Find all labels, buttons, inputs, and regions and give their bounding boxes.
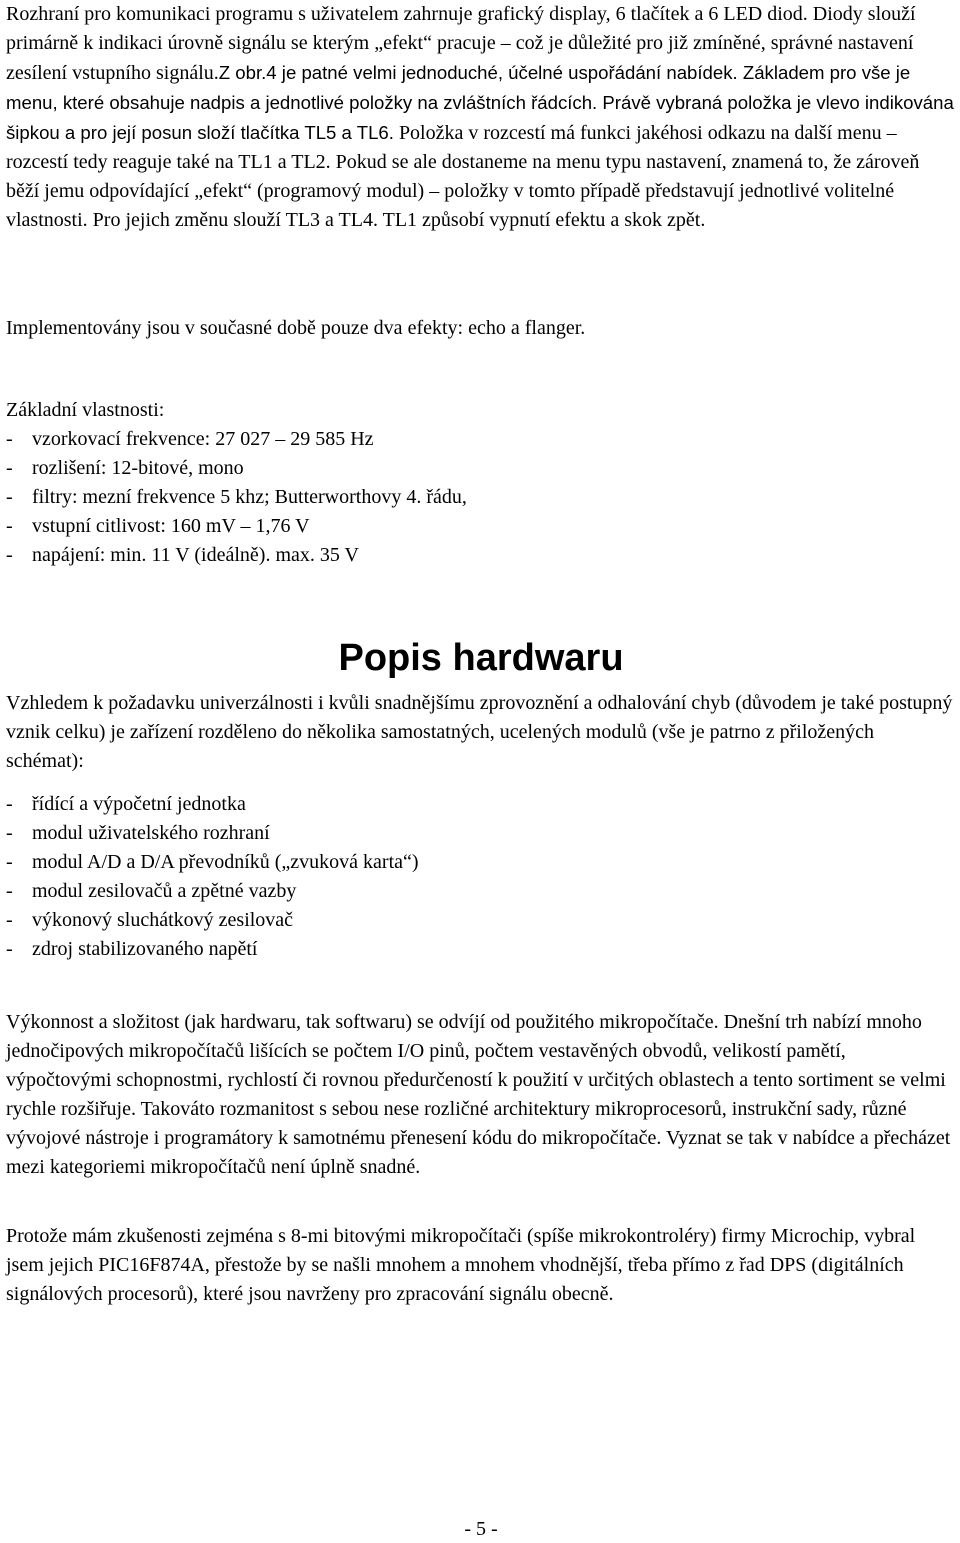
hardware-modules-list (6, 790, 956, 964)
intro-text-part2: Z obr.4 je patné velmi jednoduché, účelné uspořádání nabídek. Základem pro vše je menu, které obsahuje nadpis a jednotlivé položky na zvláštních řádcích. Právě vybraná položka je vlevo indikována šipkou a pro její posun složí tlačítka TL5 a TL6. (6, 62, 954, 143)
list-dash: - (6, 428, 13, 450)
list-dash: - (6, 544, 13, 566)
microcontroller-paragraph: Výkonnost a složitost (jak hardwaru, tak softwaru) se odvíjí od použitého mikropočítače. Dnešní trh nabízí mnoho jednočipových mikropočítačů lišících se počtem I/O pinů, počtem vestavěných obvodů, velikostí pamětí, výpočtovými schopnostmi, rychlostí či rovnou předurčeností k použití v určitých oblastech a tento sortiment se velmi rychle rozšiřuje. Takováto rozmanitost s sebou nese rozličné architektury mikroprocesorů, instrukční sady, různé vývojové nástroje i programátory k samotnému přenesení kódu do mikropočítače. Vyznat se tak v nabídce a přecházet mezi kategoriemi mikropočítačů není úplně snadné. (6, 1011, 951, 1178)
module-item: - výkonový sluchátkový zesilovač (6, 906, 956, 935)
list-dash: - (6, 938, 13, 960)
pic-choice-paragraph: Protože mám zkušenosti zejména s 8-mi bitovými mikropočítači (spíše mikrokontroléry) firmy Microchip, vybral jsem jejich PIC16F874A, přestože by se našli mnohem a mnohem vhodnější, třeba přímo z řad DPS (digitálních signálových procesorů), které jsou navrženy pro zpracování signálu obecně. (6, 1225, 916, 1305)
intro-text-part1: Rozhraní pro komunikaci programu s uživatelem zahrnuje grafický display, 6 tlačítek a 6 LED diod. Diody slouží primárně k indikaci úrovně signálu se kterým „efekt“ pracuje – což je důležité pro již zmíněné, správné nastavení zesílení vstupního signálu. (6, 3, 916, 84)
module-item: - modul A/D a D/A převodníků („zvuková karta“) (6, 848, 956, 877)
module-item: - zdroj stabilizovaného napětí (6, 935, 956, 964)
basic-properties-heading: Základní vlastnosti: (6, 399, 165, 421)
module-item: - modul uživatelského rozhraní (6, 819, 956, 848)
list-dash: - (6, 515, 13, 537)
basic-properties-list (6, 425, 956, 570)
property-item: - filtry: mezní frekvence 5 khz; Butterworthovy 4. řádu, (6, 483, 956, 512)
page-number: - 5 - (464, 1518, 498, 1540)
property-item: - vstupní citlivost: 160 mV – 1,76 V (6, 512, 956, 541)
module-item: - řídící a výpočetní jednotka (6, 790, 956, 819)
intro-paragraph (6, 0, 956, 235)
hardware-intro-paragraph: Vzhledem k požadavku univerzálnosti i kvůli snadnějšímu zprovoznění a odhalování chyb (důvodem je také postupný vznik celku) je zařízení rozděleno do několika samostatných, ucelených modulů (vše je patrno z přiložených schémat): (6, 692, 953, 772)
list-dash: - (6, 880, 13, 902)
list-dash: - (6, 457, 13, 479)
list-dash: - (6, 851, 13, 873)
property-item: - vzorkovací frekvence: 27 027 – 29 585 Hz (6, 425, 956, 454)
list-dash: - (6, 909, 13, 931)
list-dash: - (6, 486, 13, 508)
intro-text-part3: Položka v rozcestí má funkci jakéhosi odkazu na další menu – rozcestí tedy reaguje také na TL1 a TL2. Pokud se ale dostaneme na menu typu nastavení, znamená to, že zároveň běží jemu odpovídající „efekt“ (programový modul) – položky v tomto případě představují jednotlivé volitelné vlastnosti. Pro jejich změnu slouží TL3 a TL4. TL1 způsobí vypnutí efektu a skok zpět. (6, 122, 920, 231)
module-item: - modul zesilovačů a zpětné vazby (6, 877, 956, 906)
basic-properties-section (6, 396, 956, 570)
list-dash: - (6, 822, 13, 844)
list-dash: - (6, 793, 13, 815)
implemented-effects-text: Implementovány jsou v současné době pouze dva efekty: echo a flanger. (6, 317, 586, 339)
property-item: - napájení: min. 11 V (ideálně). max. 35 V (6, 541, 956, 570)
property-item: - rozlišení: 12-bitové, mono (6, 454, 956, 483)
section-title: Popis hardwaru (338, 637, 624, 679)
